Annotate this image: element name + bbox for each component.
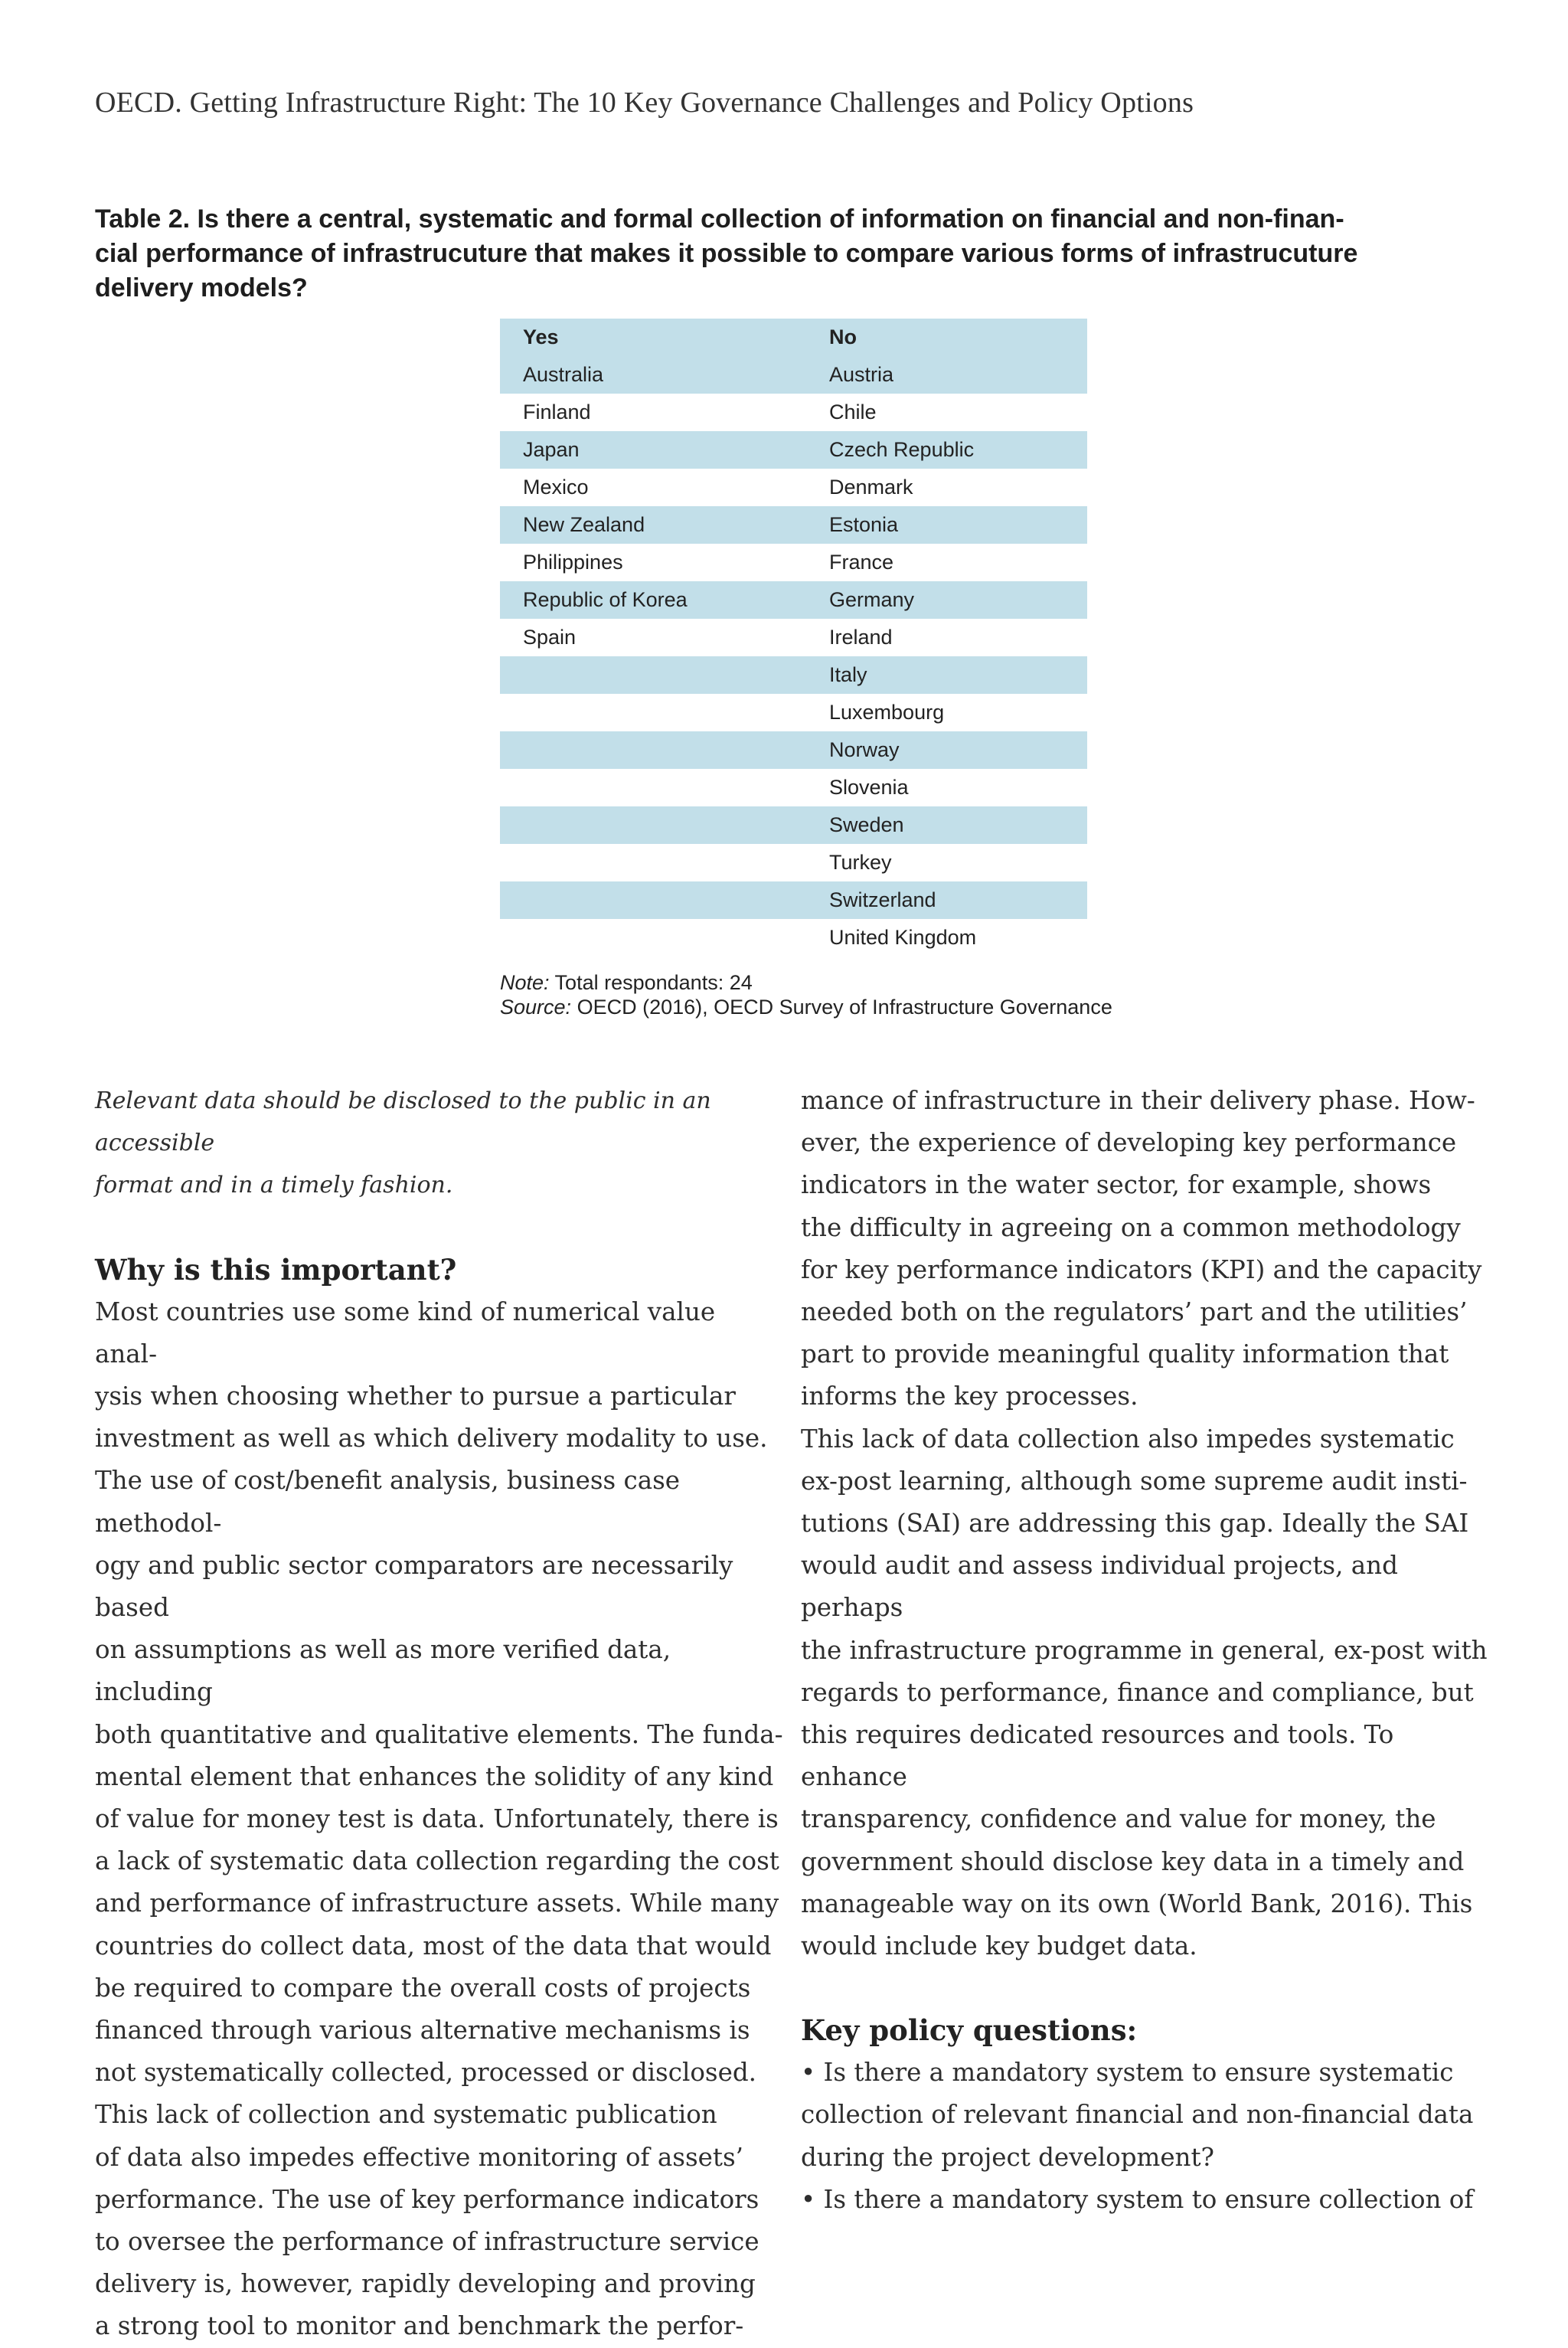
cell-no: Chile — [829, 401, 877, 423]
cell-yes — [500, 694, 822, 731]
body-line: indicators in the water sector, for example, shows — [801, 1170, 1432, 1200]
table-row — [500, 581, 1087, 619]
body-line: be required to compare the overall costs of projects — [95, 1973, 751, 2003]
body-line: mance of infrastructure in their delivery phase. How- — [801, 1086, 1475, 1115]
body-line: tutions (SAI) are addressing this gap. Ideally the SAI — [801, 1509, 1469, 1539]
column-header-yes: Yes — [523, 325, 559, 348]
table-row — [500, 919, 1087, 957]
table-caption-line: delivery models? — [95, 273, 308, 302]
body-line: mental element that enhances the solidity of any kind — [95, 1761, 774, 1791]
body-line: this requires dedicated resources and tools. To enhance — [801, 1720, 1394, 1792]
cell-yes: Republic of Korea — [523, 588, 688, 611]
cell-yes: Mexico — [523, 476, 589, 499]
cell-no: Italy — [829, 663, 867, 686]
cell-no: Norway — [829, 738, 900, 761]
cell-no: United Kingdom — [829, 926, 977, 949]
body-line: ogy and public sector comparators are necessarily based — [95, 1550, 733, 1623]
country-table — [500, 319, 1087, 957]
cell-yes — [500, 844, 822, 881]
body-line: the difficulty in agreeing on a common methodology — [801, 1212, 1461, 1242]
right-column — [801, 1080, 1490, 2221]
table-row — [500, 431, 1087, 469]
cell-yes — [500, 919, 822, 957]
cell-no: Switzerland — [829, 888, 936, 911]
cell-yes: Australia — [523, 363, 604, 386]
body-line: not systematically collected, processed or disclosed. — [95, 2058, 756, 2088]
table-row — [500, 806, 1087, 844]
table-caption-line: Table 2. Is there a central, systematic and formal collection of information on financial and non-finan- — [95, 204, 1344, 234]
column-header-no: No — [829, 325, 857, 348]
cell-yes: Spain — [523, 626, 577, 649]
source-text: OECD (2016), OECD Survey of Infrastructure Governance — [571, 996, 1112, 1019]
body-line: a strong tool to monitor and benchmark the perfor- — [95, 2311, 744, 2341]
table-header-row — [500, 319, 1087, 356]
body-line: manageable way on its own (World Bank, 2016). This — [801, 1889, 1473, 1918]
why-paragraph — [95, 1291, 784, 2348]
body-line: investment as well as which delivery modality to use. — [95, 1424, 768, 1454]
table-row — [500, 769, 1087, 806]
body-line: needed both on the regulators’ part and the utilities’ — [801, 1297, 1468, 1327]
table-caption-line: cial performance of infrastrucuture that makes it possible to compare various forms of infrastrucuture — [95, 239, 1358, 268]
note-label: Note: — [500, 971, 550, 994]
body-line: transparency, confidence and value for money, the — [801, 1804, 1436, 1834]
policy-line: • Is there a mandatory system to ensure collection of — [801, 2184, 1474, 2214]
body-line: informs the key processes. — [801, 1382, 1138, 1411]
body-line: regards to performance, finance and compliance, but — [801, 1677, 1474, 1707]
table-body — [500, 356, 1087, 957]
table-row — [500, 544, 1087, 581]
lead-paragraph — [95, 1080, 784, 1207]
body-line: for key performance indicators (KPI) and the capacity — [801, 1254, 1482, 1284]
cell-no: Turkey — [829, 851, 892, 874]
body-line: ex-post learning, although some supreme audit insti- — [801, 1466, 1468, 1496]
policy-list — [801, 2052, 1490, 2221]
table-source — [500, 995, 1112, 1019]
right-paragraph — [801, 1080, 1490, 1967]
body-line: countries do collect data, most of the data that would — [95, 1931, 772, 1960]
why-heading: Why is this important? — [95, 1252, 457, 1287]
policy-heading: Key policy questions: — [801, 2013, 1138, 2048]
body-line: of value for money test is data. Unfortunately, there is — [95, 1804, 779, 1834]
cell-yes: Philippines — [523, 551, 623, 574]
cell-yes: New Zealand — [523, 513, 645, 536]
table-caption — [95, 202, 1396, 306]
table-row — [500, 506, 1087, 544]
cell-no: Slovenia — [829, 776, 909, 799]
running-header: OECD. Getting Infrastructure Right: The 10 Key Governance Challenges and Policy Options — [95, 87, 1194, 119]
table-row — [500, 731, 1087, 769]
body-line: Most countries use some kind of numerical value anal- — [95, 1297, 716, 1369]
table-notes — [500, 970, 1112, 1019]
body-line: ysis when choosing whether to pursue a particular — [95, 1382, 736, 1411]
table-row — [500, 694, 1087, 731]
policy-line: • Is there a mandatory system to ensure systematic — [801, 2058, 1454, 2088]
table-row — [500, 394, 1087, 431]
body-line: part to provide meaningful quality information that — [801, 1339, 1449, 1369]
table-row — [500, 356, 1087, 394]
cell-yes — [500, 731, 822, 769]
cell-yes: Finland — [523, 401, 591, 423]
table-note — [500, 970, 1112, 995]
body-line: would audit and assess individual projects, and perhaps — [801, 1551, 1398, 1623]
body-line: The use of cost/benefit analysis, business case methodol- — [95, 1466, 681, 1538]
policy-line: collection of relevant financial and non-financial data — [801, 2100, 1474, 2130]
cell-yes — [500, 769, 822, 806]
policy-line: during the project development? — [801, 2142, 1214, 2172]
lead-line: format and in a timely fashion. — [95, 1172, 453, 1199]
body-line: to oversee the performance of infrastructure service — [95, 2227, 760, 2257]
body-line: performance. The use of key performance indicators — [95, 2184, 760, 2214]
cell-no: Czech Republic — [829, 438, 975, 461]
table-row — [500, 881, 1087, 919]
cell-no: Estonia — [829, 513, 899, 536]
lead-line: Relevant data should be disclosed to the public in an accessible — [95, 1087, 711, 1157]
body-line: ever, the experience of developing key performance — [801, 1128, 1457, 1158]
body-line: government should disclose key data in a timely and — [801, 1846, 1465, 1876]
cell-yes — [500, 806, 822, 844]
cell-no: Luxembourg — [829, 701, 945, 724]
cell-no: Austria — [829, 363, 894, 386]
left-column — [95, 1080, 784, 2348]
body-line: on assumptions as well as more verified data, including — [95, 1635, 671, 1707]
note-text: Total respondants: 24 — [549, 971, 753, 994]
cell-yes: Japan — [523, 438, 580, 461]
body-line: This lack of data collection also impedes systematic — [801, 1424, 1455, 1454]
table-row — [500, 469, 1087, 506]
table-row — [500, 844, 1087, 881]
cell-no: Ireland — [829, 626, 893, 649]
cell-no: France — [829, 551, 894, 574]
cell-no: Germany — [829, 588, 915, 611]
body-line: a lack of systematic data collection regarding the cost — [95, 1846, 779, 1876]
body-line: financed through various alternative mechanisms is — [95, 2016, 750, 2046]
source-label: Source: — [500, 996, 572, 1019]
cell-yes — [500, 656, 822, 694]
table-row — [500, 656, 1087, 694]
body-line: This lack of collection and systematic publication — [95, 2100, 717, 2130]
cell-no: Denmark — [829, 476, 913, 499]
body-line: delivery is, however, rapidly developing and proving — [95, 2269, 756, 2299]
body-line: the infrastructure programme in general, ex-post with — [801, 1635, 1488, 1665]
body-line: both quantitative and qualitative elements. The funda- — [95, 1719, 783, 1749]
table-row — [500, 619, 1087, 656]
body-line: of data also impedes effective monitoring of assets’ — [95, 2142, 743, 2172]
cell-yes — [500, 881, 822, 919]
body-line: would include key budget data. — [801, 1931, 1197, 1961]
body-line: and performance of infrastructure assets. While many — [95, 1889, 779, 1918]
cell-no: Sweden — [829, 813, 904, 836]
